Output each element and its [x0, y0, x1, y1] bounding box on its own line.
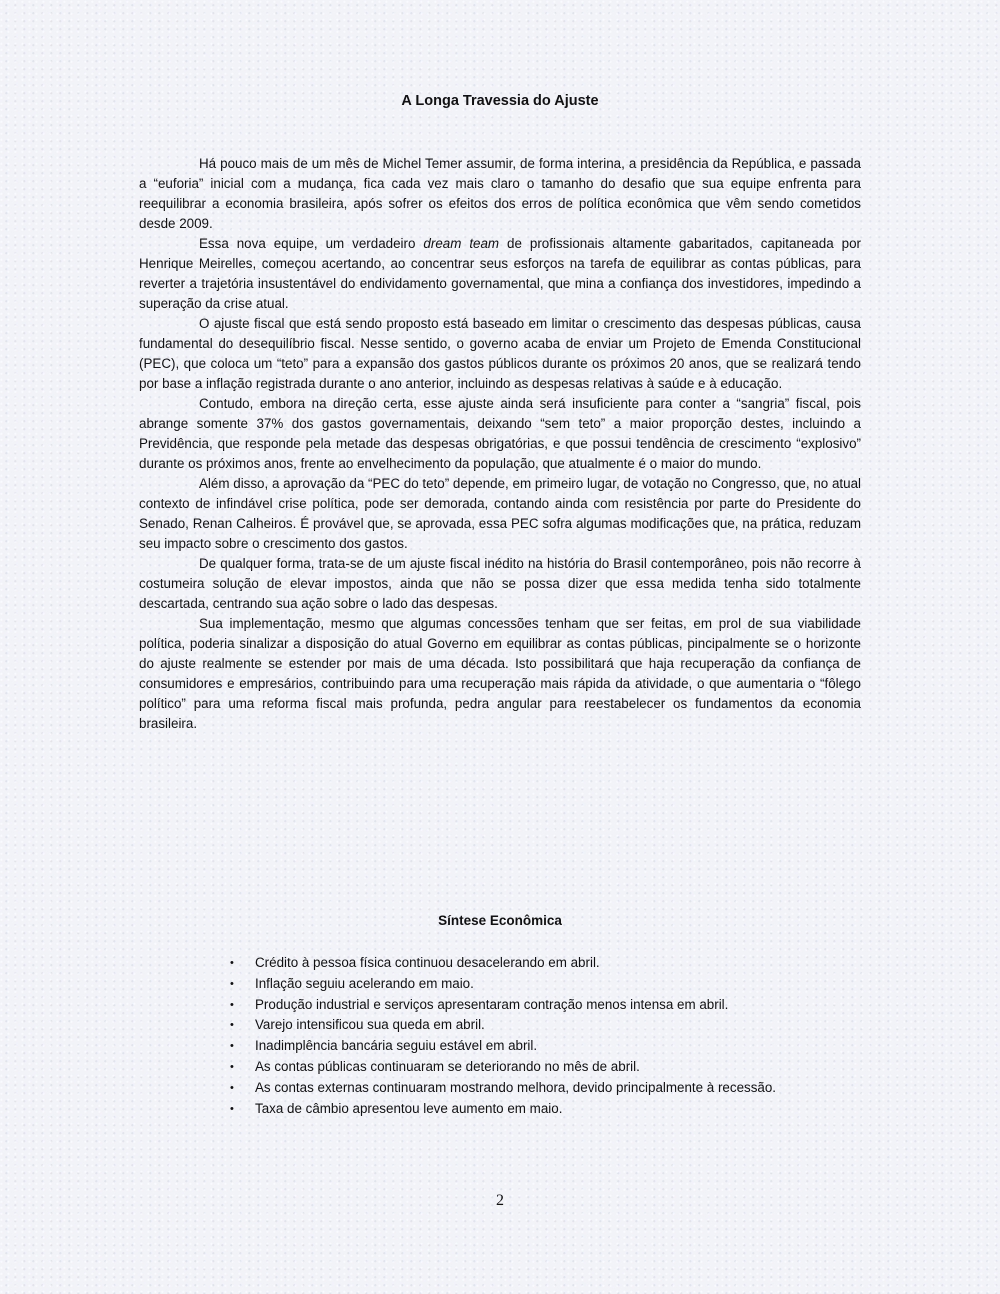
paragraph-emphasis: dream team	[423, 236, 500, 251]
list-item	[230, 1015, 930, 1036]
paragraph	[139, 474, 861, 554]
bullet-icon: •	[230, 1040, 234, 1053]
paragraph	[139, 234, 861, 314]
list-item	[230, 1057, 930, 1078]
bullet-icon: •	[230, 998, 234, 1011]
paragraph-text: Há pouco mais de um mês de Michel Temer assumir, de forma interina, a presidência da República, e passada a “euforia” inicial com a mudança, fica cada vez mais claro o tamanho do desafio que sua equipe enfrenta para reequilibrar a economia brasileira, após sofrer os efeitos dos erros de política econômica que vêm sendo cometidos desde 2009.	[139, 156, 861, 231]
list-item-text: Produção industrial e serviços apresentaram contração menos intensa em abril.	[255, 996, 729, 1012]
paragraph-text: Essa nova equipe, um verdadeiro	[199, 236, 424, 251]
paragraph-text: O ajuste fiscal que está sendo proposto está baseado em limitar o crescimento das despesas públicas, causa fundamental do desequilíbrio fiscal. Nesse sentido, o governo acaba de enviar um Projeto de Emenda Constitucional (PEC), que coloca um “teto” para a expansão dos gastos públicos durante os próximos 20 anos, que se realizará tendo por base a inflação registrada durante o ano anterior, incluindo as despesas relativas à saúde e à educação.	[139, 316, 861, 391]
list-item-text: Taxa de câmbio apresentou leve aumento em maio.	[255, 1100, 563, 1116]
paragraph-text: De qualquer forma, trata-se de um ajuste fiscal inédito na história do Brasil contemporâneo, pois não recorre à costumeira solução de elevar impostos, ainda que não se possa dizer que essa medida tenha sido totalmente descartada, centrando sua ação sobre o lado das despesas.	[139, 556, 861, 611]
page-title: A Longa Travessia do Ajuste	[401, 93, 599, 109]
list-item-text: Varejo intensificou sua queda em abril.	[255, 1017, 485, 1033]
synthesis-list	[230, 953, 930, 1119]
bullet-icon: •	[230, 1019, 234, 1032]
bullet-icon: •	[230, 957, 234, 969]
list-item	[230, 1036, 930, 1057]
paragraph-text: de profissionais altamente gabaritados, capitaneada por Henrique Meirelles, começou acertando, ao concentrar seus esforços na tarefa de equilibrar as contas públicas, para reverter a trajetória insustentável do endividamento governamental, que mina a confiança dos investidores, impedindo a superação da crise atual.	[139, 236, 861, 311]
list-item-text: Inflação seguiu acelerando em maio.	[255, 975, 474, 991]
page-number: 2	[496, 1192, 504, 1209]
list-item-text: As contas externas continuaram mostrando melhora, devido principalmente à recessão.	[255, 1079, 777, 1095]
paragraph	[139, 554, 861, 614]
bullet-icon: •	[230, 1102, 234, 1115]
list-item	[230, 995, 930, 1016]
paragraph-text: Contudo, embora na direção certa, esse ajuste ainda será insuficiente para conter a “sangria” fiscal, pois abrange somente 37% dos gastos governamentais, deixando “sem teto” a maior proporção destes, incluindo a Previdência, que responde pela metade das despesas obrigatórias, e que possui tendência de crescimento “explosivo” durante os próximos anos, frente ao envelhecimento da população, que atualmente é o maior do mundo.	[139, 396, 861, 471]
list-item-text: As contas públicas continuaram se deteriorando no mês de abril.	[255, 1058, 640, 1074]
paragraph	[139, 154, 861, 234]
list-item-text: Inadimplência bancária seguiu estável em abril.	[255, 1038, 538, 1054]
list-item	[230, 953, 930, 974]
paragraph	[139, 314, 861, 394]
article-body	[139, 154, 861, 734]
list-item	[230, 974, 930, 995]
paragraph-text: Sua implementação, mesmo que algumas concessões tenham que ser feitas, em prol de sua viabilidade política, poderia sinalizar a disposição do atual Governo em equilibrar as contas públicas, pincipalmente se o horizonte do ajuste realmente se estender por mais de uma década. Isto possibilitará que haja recuperação da confiança de consumidores e empresários, contribuindo para uma recuperação mais rápida da atividade, o que aumentaria o “fôlego político” para uma reforma fiscal mais profunda, pedra angular para reestabelecer os fundamentos da economia brasileira.	[139, 616, 861, 731]
bullet-icon: •	[230, 977, 234, 990]
bullet-icon: •	[230, 1081, 234, 1094]
list-item	[230, 1099, 930, 1120]
paragraph-text: Além disso, a aprovação da “PEC do teto” depende, em primeiro lugar, de votação no Congresso, que, no atual contexto de infindável crise política, pode ser demorada, contando ainda com resistência por parte do Presidente do Senado, Renan Calheiros. É provável que, se aprovada, essa PEC sofra algumas modificações que, na prática, reduzam seu impacto sobre o crescimento dos gastos.	[139, 476, 861, 551]
list-item	[230, 1078, 930, 1099]
paragraph	[139, 394, 861, 474]
paragraph	[139, 614, 861, 734]
synthesis-title: Síntese Econômica	[438, 913, 562, 928]
list-item-text: Crédito à pessoa física continuou desacelerando em abril.	[255, 955, 600, 970]
bullet-icon: •	[230, 1060, 234, 1073]
